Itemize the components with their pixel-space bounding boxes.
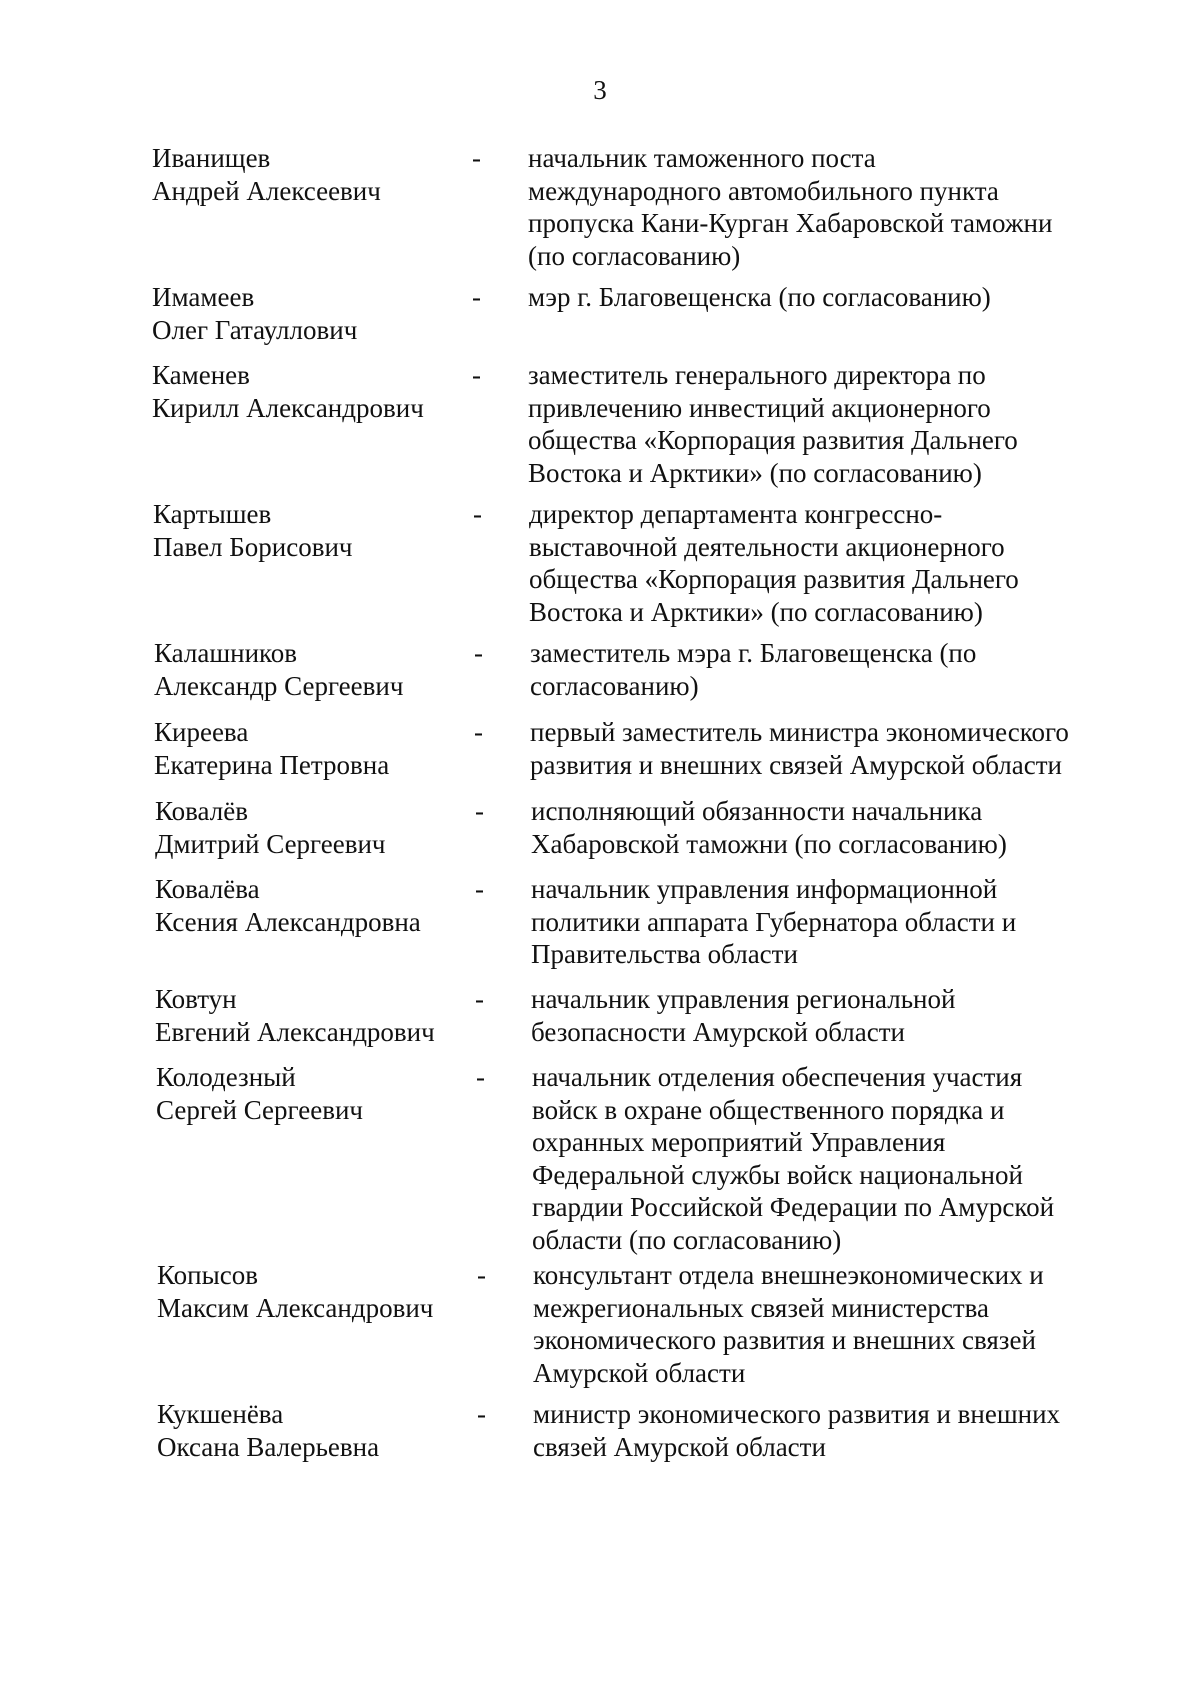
position-line: исполняющий обязанности начальника bbox=[531, 796, 983, 826]
position-line: политики аппарата Губернатора области и bbox=[531, 906, 1017, 937]
position-line: войск в охране общественного порядка и bbox=[532, 1094, 1005, 1125]
position-line: выставочной деятельности акционерного bbox=[529, 531, 1005, 562]
member-position bbox=[533, 1398, 1113, 1463]
position-line: привлечению инвестиций акционерного bbox=[528, 392, 991, 423]
member-surname: Каменев bbox=[152, 360, 250, 390]
separator-dash: - bbox=[474, 638, 483, 668]
member-name bbox=[152, 142, 492, 207]
separator-dash: - bbox=[473, 499, 482, 529]
separator-dash: - bbox=[477, 1260, 486, 1290]
member-surname: Ковалёва bbox=[155, 874, 260, 904]
position-line: Федеральной службы войск национальной bbox=[532, 1159, 1023, 1190]
member-surname: Киреева bbox=[154, 717, 249, 747]
separator-dash: - bbox=[472, 360, 481, 390]
member-position bbox=[533, 1259, 1113, 1389]
member-name bbox=[155, 795, 495, 860]
member-name bbox=[154, 637, 494, 702]
position-line: Востока и Арктики» (по согласованию) bbox=[529, 596, 983, 627]
position-line: общества «Корпорация развития Дальнего bbox=[528, 425, 1018, 455]
position-line: мэр г. Благовещенска (по согласованию) bbox=[528, 282, 991, 312]
separator-dash: - bbox=[477, 1399, 486, 1429]
position-line: Востока и Арктики» (по согласованию) bbox=[528, 457, 982, 488]
position-line: (по согласованию) bbox=[528, 240, 741, 271]
separator-dash: - bbox=[476, 1062, 485, 1092]
position-line: безопасности Амурской области bbox=[531, 1016, 905, 1047]
member-given-names: Екатерина Петровна bbox=[154, 749, 390, 780]
position-line: общества «Корпорация развития Дальнего bbox=[529, 564, 1019, 594]
separator-dash: - bbox=[474, 717, 483, 747]
position-line: заместитель генерального директора по bbox=[528, 360, 986, 390]
member-given-names: Дмитрий Сергеевич bbox=[155, 828, 386, 859]
member-given-names: Павел Борисович bbox=[153, 531, 353, 562]
member-position bbox=[529, 498, 1109, 628]
position-line: консультант отдела внешнеэкономических и bbox=[533, 1260, 1044, 1290]
member-surname: Ковалёв bbox=[155, 796, 248, 826]
member-name bbox=[152, 281, 492, 346]
member-given-names: Андрей Алексеевич bbox=[152, 175, 381, 206]
member-position bbox=[530, 716, 1110, 781]
position-line: заместитель мэра г. Благовещенска (по bbox=[530, 638, 977, 668]
member-given-names: Максим Александрович bbox=[157, 1292, 434, 1323]
position-line: связей Амурской области bbox=[533, 1431, 826, 1462]
separator-dash: - bbox=[475, 984, 484, 1014]
member-name bbox=[152, 359, 492, 424]
member-surname: Копысов bbox=[157, 1260, 258, 1290]
member-surname: Колодезный bbox=[156, 1062, 296, 1092]
position-line: министр экономического развития и внешних bbox=[533, 1399, 1061, 1429]
position-line: гвардии Российской Федерации по Амурской bbox=[532, 1192, 1055, 1222]
member-position bbox=[532, 1061, 1112, 1256]
position-line: области (по согласованию) bbox=[532, 1224, 842, 1255]
position-line: международного автомобильного пункта bbox=[528, 175, 999, 206]
position-line: согласованию) bbox=[530, 670, 699, 701]
position-line: развития и внешних связей Амурской области bbox=[530, 749, 1062, 780]
member-position bbox=[530, 637, 1110, 702]
member-name bbox=[154, 716, 494, 781]
member-position bbox=[528, 359, 1108, 489]
member-surname: Картышев bbox=[153, 499, 272, 529]
position-line: начальник управления региональной bbox=[531, 984, 956, 1014]
position-line: Хабаровской таможни (по согласованию) bbox=[531, 828, 1007, 859]
member-surname: Калашников bbox=[154, 638, 298, 668]
member-position bbox=[531, 983, 1111, 1048]
member-name bbox=[157, 1398, 497, 1463]
member-name bbox=[155, 873, 495, 938]
position-line: Амурской области bbox=[533, 1357, 746, 1388]
separator-dash: - bbox=[475, 796, 484, 826]
member-given-names: Олег Гатауллович bbox=[152, 314, 358, 345]
member-position bbox=[528, 142, 1108, 272]
member-surname: Ковтун bbox=[155, 984, 237, 1014]
separator-dash: - bbox=[475, 874, 484, 904]
position-line: межрегиональных связей министерства bbox=[533, 1292, 990, 1323]
member-given-names: Оксана Валерьевна bbox=[157, 1431, 380, 1462]
separator-dash: - bbox=[472, 143, 481, 173]
member-surname: Иванищев bbox=[152, 143, 271, 173]
member-given-names: Ксения Александровна bbox=[155, 906, 421, 937]
position-line: Правительства области bbox=[531, 939, 798, 969]
member-name bbox=[155, 983, 495, 1048]
member-surname: Кукшенёва bbox=[157, 1399, 284, 1429]
position-line: первый заместитель министра экономического bbox=[530, 717, 1069, 747]
position-line: начальник отделения обеспечения участия bbox=[532, 1062, 1023, 1092]
separator-dash: - bbox=[472, 282, 481, 312]
member-name bbox=[157, 1259, 497, 1324]
position-line: начальник управления информационной bbox=[531, 874, 998, 904]
position-line: экономического развития и внешних связей bbox=[533, 1325, 1036, 1355]
member-name bbox=[153, 498, 493, 563]
member-given-names: Евгений Александрович bbox=[155, 1016, 435, 1047]
member-given-names: Сергей Сергеевич bbox=[156, 1094, 364, 1125]
member-given-names: Кирилл Александрович bbox=[152, 392, 424, 423]
member-position bbox=[531, 795, 1111, 860]
position-line: директор департамента конгрессно- bbox=[529, 499, 943, 529]
page-number: 3 bbox=[593, 75, 607, 105]
member-surname: Имамеев bbox=[152, 282, 255, 312]
position-line: начальник таможенного поста bbox=[528, 143, 876, 173]
member-position bbox=[531, 873, 1111, 971]
position-line: пропуска Кани-Курган Хабаровской таможни bbox=[528, 208, 1053, 238]
member-name bbox=[156, 1061, 496, 1126]
member-given-names: Александр Сергеевич bbox=[154, 670, 404, 701]
position-line: охранных мероприятий Управления bbox=[532, 1127, 946, 1157]
member-position bbox=[528, 281, 1108, 314]
